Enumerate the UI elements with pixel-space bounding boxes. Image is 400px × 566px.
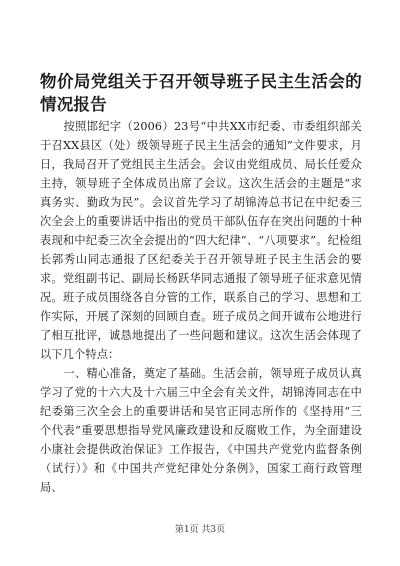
document-body — [40, 117, 362, 497]
paragraph-intro: 按照邯纪字（2006）23号“中共XX市纪委、市委组织部关于召XX县区（处）级领导班子民主生活会的通知”文件要求，月日，我局召开了党组民主生活会。会议由党组成员、局长任爱众主持，领导班子全体成员出席了会议。这次生活会的主题是“求真务实、勤政为民”。会议首先学习了胡锦涛总书记在中纪委三次全会上的重要讲话中指出的党员干部队伍存在突出问题的十种表现和中纪委三次全会提出的“四大纪律”、“八项要求”。纪检组长郭秀山同志通报了区纪委关于召开领导班子民主生活会的要求。党组副书记、副局长杨跃华同志通报了领导班子征求意见情况。班子成员围绕各自分管的工作，联系自己的学习、思想和工作实际，开展了深刻的回顾自查。班子成员之间开诚布公地进行了相互批评，诚恳地提出了一些问题和建议。这次生活会体现了以下几个特点： — [40, 120, 362, 361]
page-footer: 第1页 共3页 — [174, 525, 226, 535]
document-title: 物价局党组关于召开领导班子民主生活会的情况报告 — [40, 72, 362, 114]
paragraph-point-one: 一、精心准备，奠定了基础。生活会前，领导班子成员认真学习了党的十六大及十六届三中全会有关文件，胡锦涛同志在中纪委第三次全会上的重要讲话和吴官正同志所作的《坚持用“三个代表”重要思想指导党风廉政建设和反腐败工作，为全面建设小康社会提供政治保证》工作报告，《中国共产党党内监督条例（试行）》和《中国共产党纪律处分条例》，国家工商行政管理局、 — [40, 367, 362, 494]
